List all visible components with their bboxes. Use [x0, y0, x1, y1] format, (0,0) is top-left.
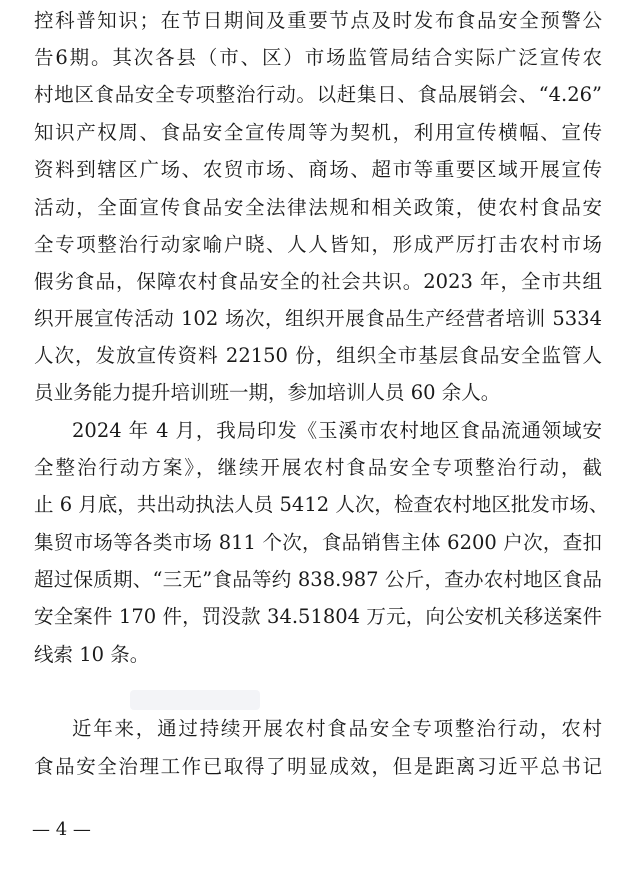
- text-line: 超过保质期、“三无”食品等约 838.987 公斤，查办农村地区食品: [34, 568, 602, 591]
- text-line: 线索 10 条。: [34, 643, 150, 666]
- text-line: 集贸市场等各类市场 811 个次，食品销售主体 6200 户次，查扣: [34, 531, 602, 554]
- text-line: 安全案件 170 件，罚没款 34.51804 万元，向公安机关移送案件: [34, 605, 602, 628]
- paragraph-start-line: 近年来，通过持续开展农村食品安全专项整治行动，农村: [72, 717, 602, 740]
- text-line: 告6期。其次各县（市、区）市场监管局结合实际广泛宣传农: [34, 46, 602, 69]
- text-line: 人次，发放宣传资料 22150 份，组织全市基层食品安全监管人: [34, 344, 602, 367]
- faint-watermark: [130, 690, 260, 710]
- text-line: 员业务能力提升培训班一期，参加培训人员 60 余人。: [34, 381, 501, 404]
- text-line: 村地区食品安全专项整治行动。以赶集日、食品展销会、“4.26”: [34, 83, 602, 106]
- text-line: 资料到辖区广场、农贸市场、商场、超市等重要区域开展宣传: [34, 158, 602, 181]
- text-line: 假劣食品，保障农村食品安全的社会共识。2023 年，全市共组: [34, 270, 602, 293]
- page-number: — 4 —: [32, 819, 91, 840]
- text-line: 全专项整治行动家喻户晓、人人皆知，形成严厉打击农村市场: [34, 233, 602, 256]
- text-line: 食品安全治理工作已取得了明显成效，但是距离习近平总书记: [34, 755, 602, 778]
- text-line: 控科普知识；在节日期间及重要节点及时发布食品安全预警公: [34, 9, 602, 32]
- text-line: 知识产权周、食品安全宣传周等为契机，利用宣传横幅、宣传: [34, 121, 602, 144]
- text-line: 止 6 月底，共出动执法人员 5412 人次，检查农村地区批发市场、: [34, 493, 609, 516]
- text-line: 织开展宣传活动 102 场次，组织开展食品生产经营者培训 5334: [34, 307, 602, 330]
- text-line: 全整治行动方案》，继续开展农村食品安全专项整治行动，截: [34, 456, 602, 479]
- paragraph-start-line: 2024 年 4 月，我局印发《玉溪市农村地区食品流通领域安: [72, 419, 602, 442]
- text-line: 活动，全面宣传食品安全法律法规和相关政策，使农村食品安: [34, 196, 602, 219]
